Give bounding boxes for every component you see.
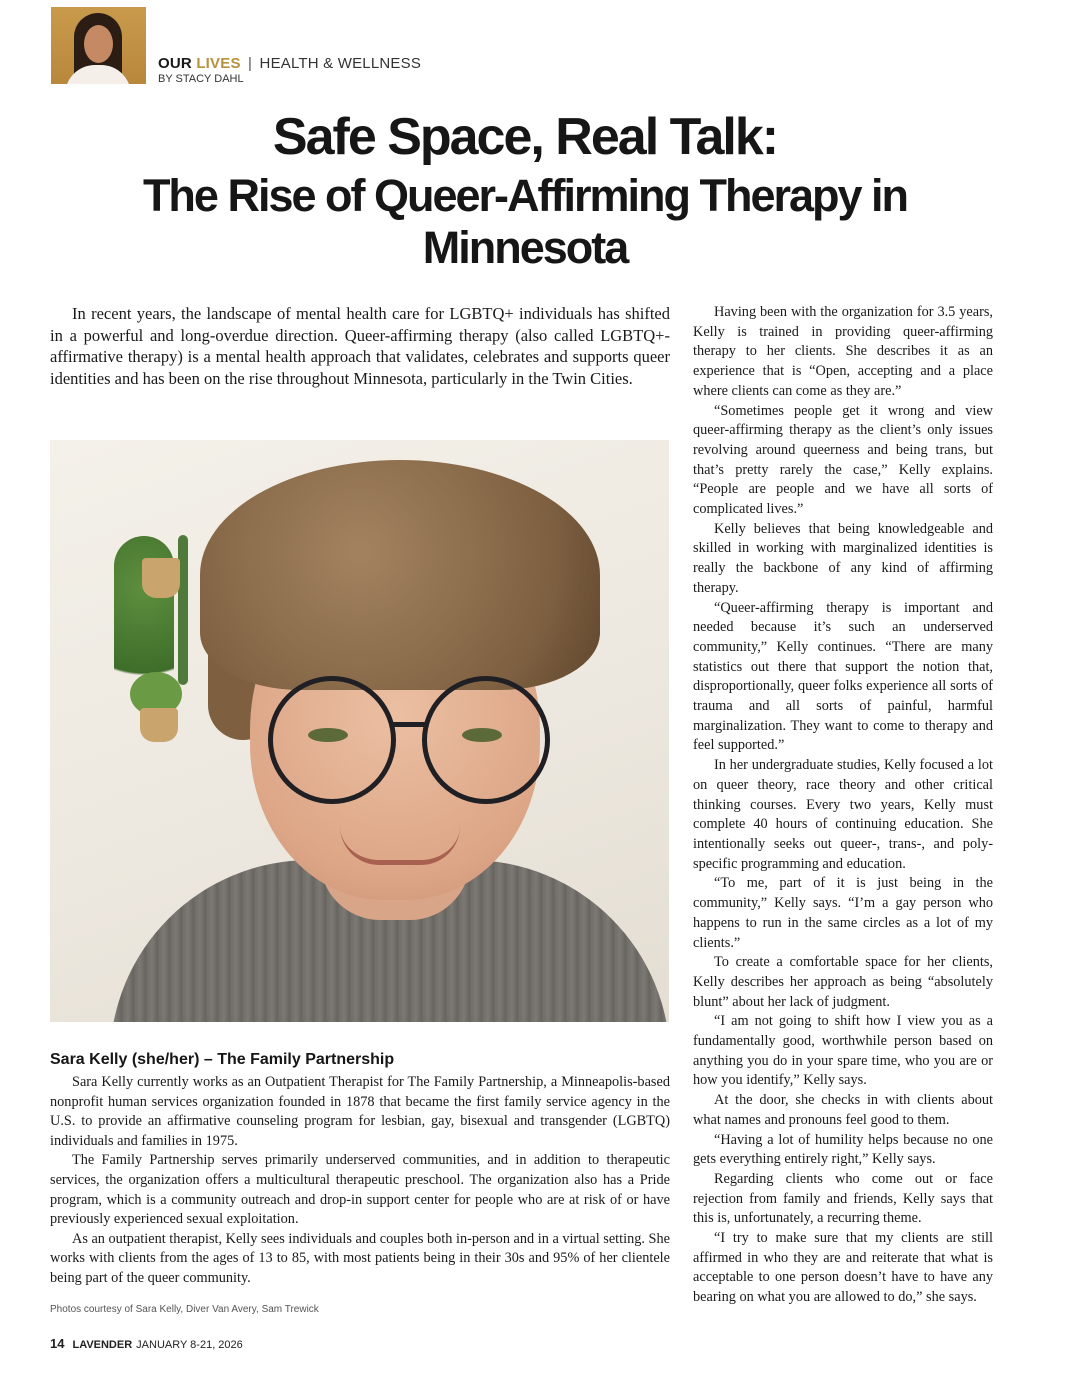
magazine-name: LAVENDER [72,1339,133,1351]
body-paragraph: “I try to make sure that my clients are still affirmed in who they are and reiterate that what is acceptable to one person doesn’t have to have any bearing on what you are allowed to do,” she says. [693,1230,993,1306]
section-our: OUR [158,55,192,72]
section-lives: LIVES [196,55,241,72]
body-paragraph: Sara Kelly currently works as an Outpatient Therapist for The Family Partnership, a Minneapolis-based nonprofit human services organization founded in 1878 that became the first family service agency in the U.S. to provide an affirmative counseling program for lesbian, gay, bisexual and transgender (LGBTQ) individuals and families in 1975. [50,1074,670,1149]
photo-credit: Photos courtesy of Sara Kelly, Diver Van Avery, Sam Trewick [50,1304,319,1315]
section-category: HEALTH & WELLNESS [259,55,422,72]
body-paragraph: “Sometimes people get it wrong and view queer-affirming therapy as the client’s only issues revolving around queerness and being trans, but that’s pretty rarely the case,” Kelly explains. “People are people and we have all sorts of complicated lives.” [693,402,993,518]
right-column-body [693,303,993,1308]
body-paragraph: “Queer-affirming therapy is important and needed because it’s such an underserved community,” Kelly continues. “There are many statistics out there that support the notion that, disproportionally, queer folks experience all sorts of trauma and all sorts of painful, harmful marginalization. They want to come to therapy and feel supported.” [693,599,993,754]
body-paragraph: In her undergraduate studies, Kelly focused a lot on queer theory, race theory and other critical thinking courses. Every two years, Kelly must complete 40 hours of continuing education. She intentionally seeks out queer-, trans-, and poly-specific programming and education. [693,757,993,872]
body-paragraph: “I am not going to shift how I view you as a fundamentally good, worthwhile person based on anything you do in your spare time, who you are or how you identify,” Kelly says. [693,1013,993,1089]
byline: BY STACY DAHL [158,73,244,85]
body-paragraph: “To me, part of it is just being in the community,” Kelly says. “I’m a gay person who happens to run in the same circles as a lot of my clients.” [693,875,993,951]
section-label [158,55,421,72]
left-article-body [50,1073,670,1289]
body-paragraph: “Having a lot of humility helps because no one gets everything entirely right,” Kelly says. [693,1131,993,1168]
body-paragraph: Having been with the organization for 3.5 years, Kelly is trained in providing queer-affirming therapy to her clients. She describes it as an experience that is “Open, accepting and a place where clients can come as they are.” [693,304,993,399]
body-paragraph: Regarding clients who come out or face rejection from family and friends, Kelly says that this is, unfortunately, a recurring theme. [693,1170,993,1227]
page-number: 14 [50,1336,65,1351]
body-paragraph: To create a comfortable space for her clients, Kelly describes her approach as being “absolutely blunt” about her lack of judgment. [693,954,993,1010]
author-photo [51,7,146,84]
article-title [40,108,1010,274]
body-paragraph: Kelly believes that being knowledgeable and skilled in working with marginalized identities is really the backbone of any kind of affirming therapy. [693,520,993,596]
issue-date: JANUARY 8-21, 2026 [136,1339,243,1351]
portrait-photo [50,440,669,1022]
intro-paragraph [50,303,670,389]
body-paragraph: The Family Partnership serves primarily underserved communities, and in addition to therapeutic services, the organization offers a multicultural therapeutic preschool. The organization also has a Pride program, which is a community outreach and drop-in support center for people who are at risk of or have previously experienced sexual exploitation. [50,1152,670,1228]
article-subhead: Sara Kelly (she/her) – The Family Partnership [50,1051,395,1068]
page-footer [50,1336,243,1351]
title-line-1: Safe Space, Real Talk: [272,108,778,166]
body-paragraph: As an outpatient therapist, Kelly sees individuals and couples both in-person and in a virtual setting. She works with clients from the ages of 13 to 85, with most patients being in their 30s and 95% of her clientele being part of the queer community. [50,1230,670,1286]
body-paragraph: At the door, she checks in with clients about what names and pronouns feel good to them. [693,1092,993,1128]
title-line-2: The Rise of Queer-Affirming Therapy in Minnesota [142,170,908,273]
section-separator: | [248,55,253,72]
intro-text: In recent years, the landscape of mental health care for LGBTQ+ individuals has shifted in a powerful and long-overdue direction. Queer-affirming therapy (also called LGBTQ+-affirmative therapy) is a mental health approach that validates, celebrates and supports queer identities and has been on the rise throughout Minnesota, particularly in the Twin Cities. [50,304,670,388]
